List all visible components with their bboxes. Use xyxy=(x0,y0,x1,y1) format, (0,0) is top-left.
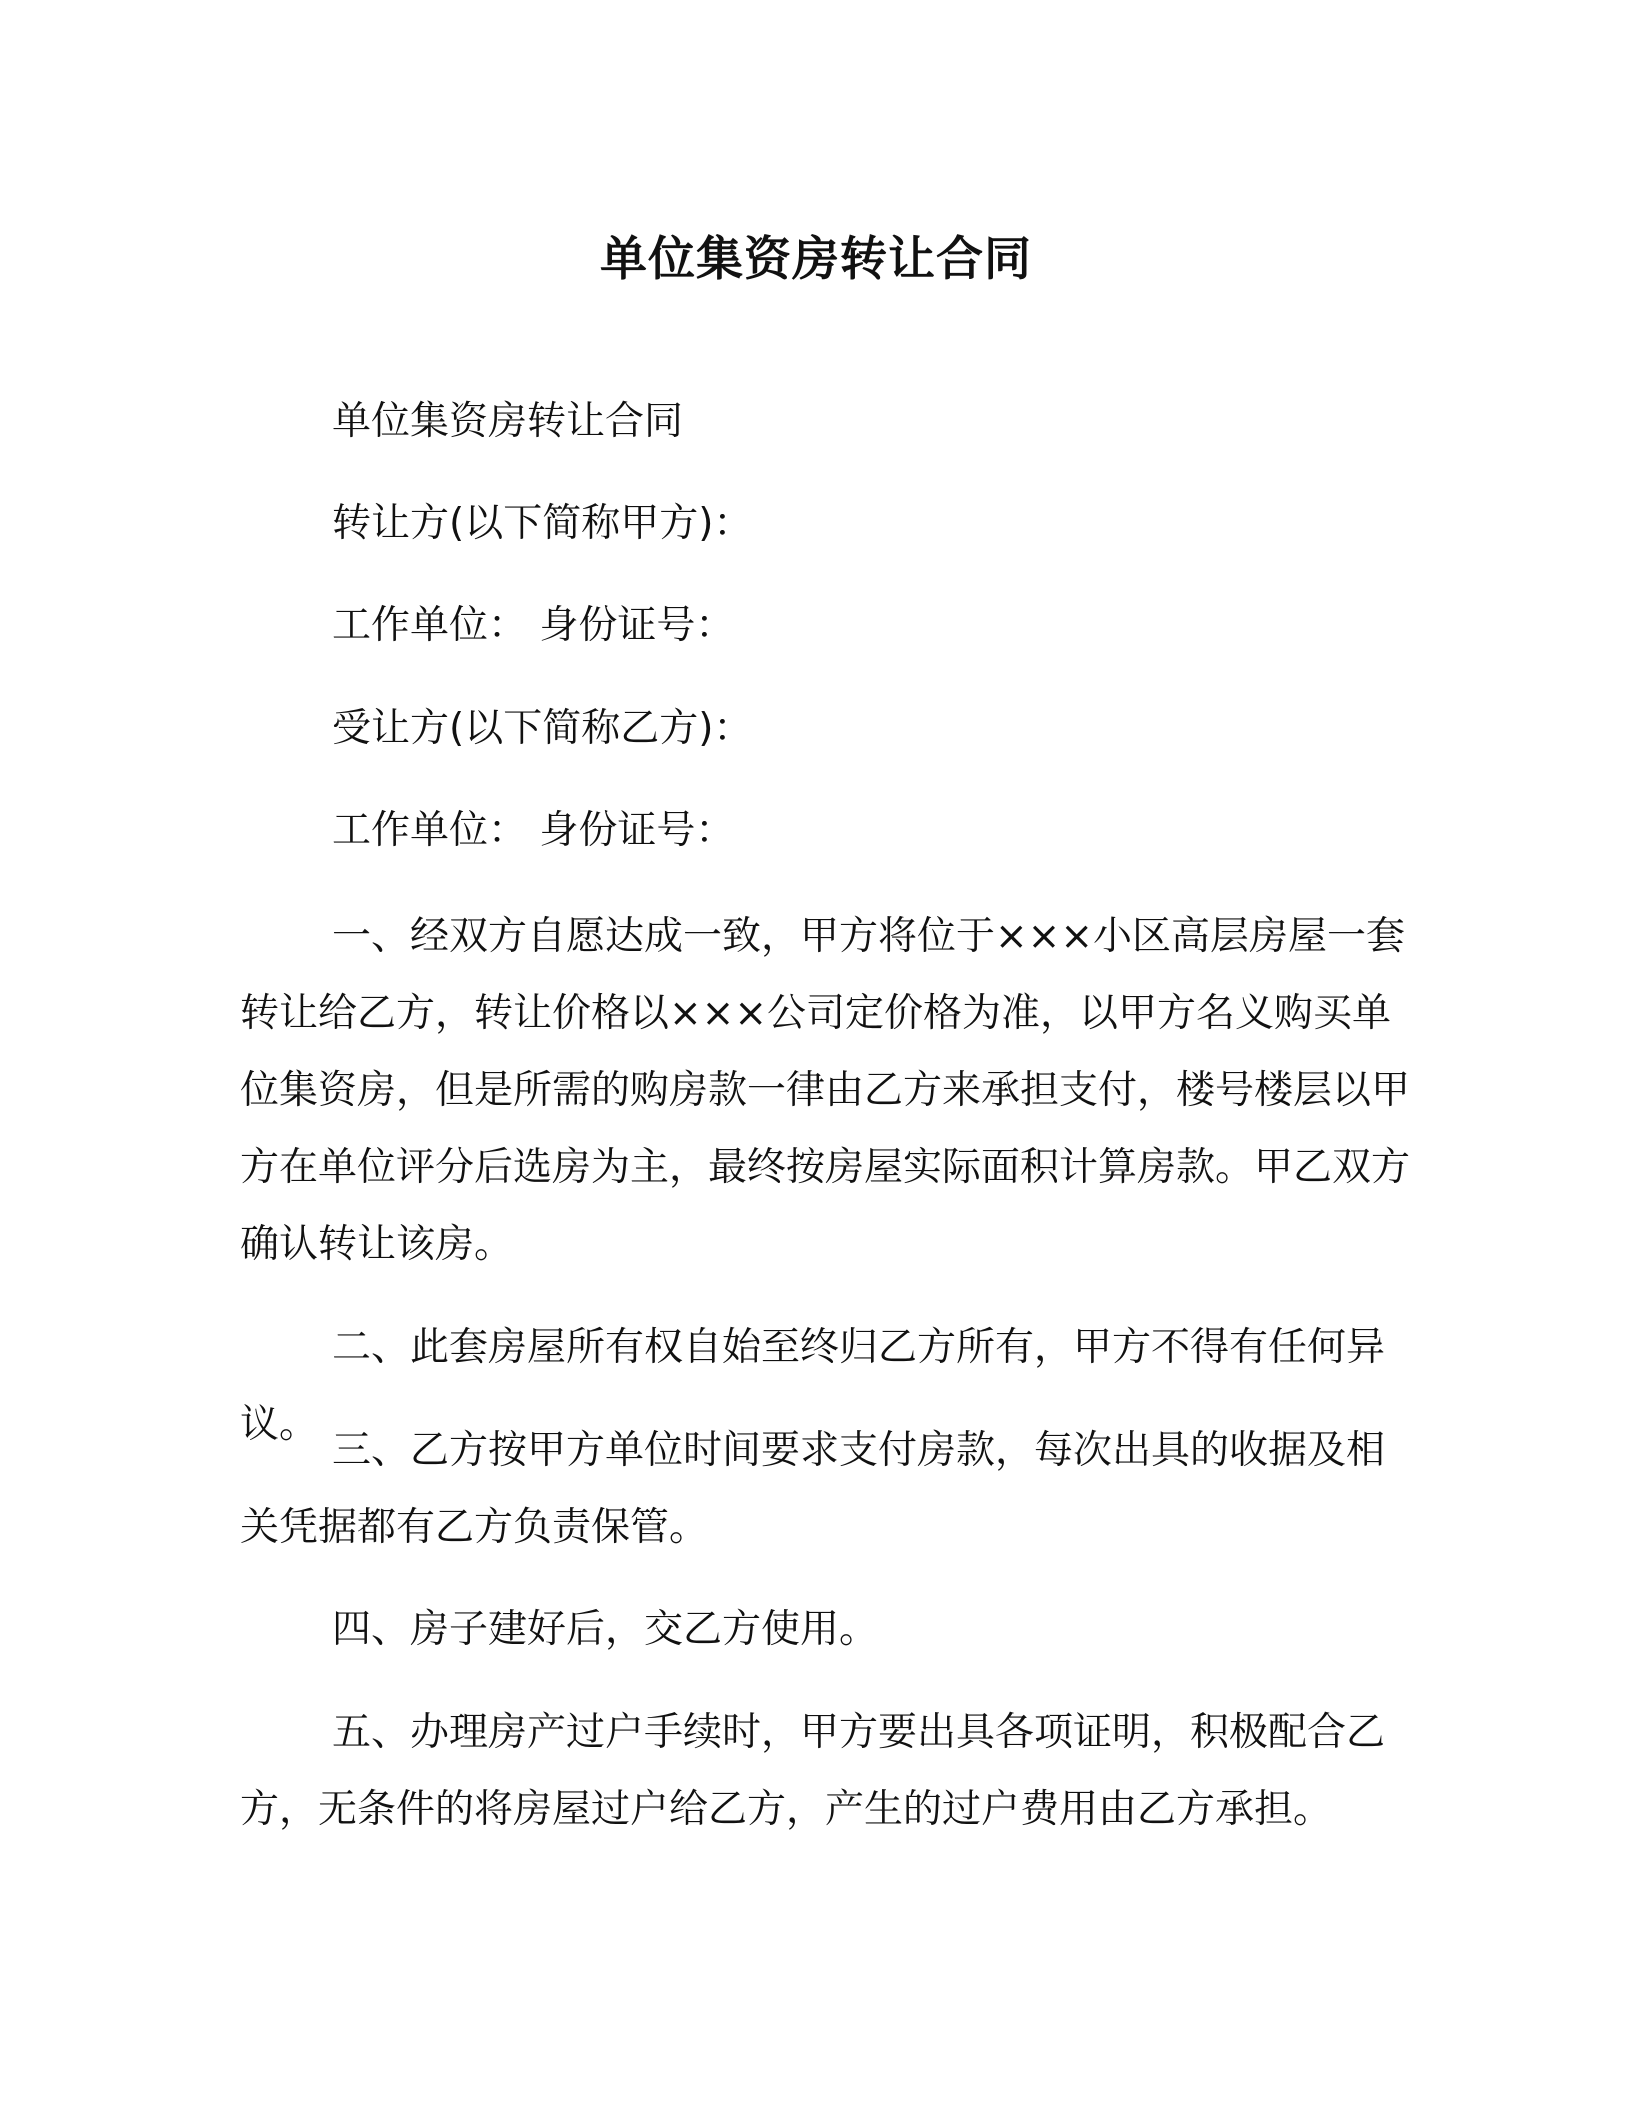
clause-1: 一、经双方自愿达成一致，甲方将位于×××小区高层房屋一套转让给乙方，转让价格以×××公司定价格为准，以甲方名义购买单位集资房，但是所需的购房款一律由乙方来承担支付，楼号楼层以甲方在单位评分后选房为主，最终按房屋实际面积计算房款。甲乙双方确认转让该房。 xyxy=(240,914,1411,1267)
party-a-info-line: 工作单位： 身份证号： xyxy=(332,603,735,648)
clause-2: 二、此套房屋所有权自始至终归乙方所有，甲方不得有任何异议。 xyxy=(240,1325,1386,1447)
party-b-info-line: 工作单位： 身份证号： xyxy=(332,808,735,853)
clause-4: 四、房子建好后，交乙方使用。 xyxy=(332,1607,879,1652)
party-b-line: 受让方(以下简称乙方)： xyxy=(332,706,753,751)
clause-5: 五、办理房产过户手续时，甲方要出具各项证明，积极配合乙方，无条件的将房屋过户给乙方，产生的过户费用由乙方承担。 xyxy=(240,1710,1386,1832)
clause-3: 三、乙方按甲方单位时间要求支付房款，每次出具的收据及相关凭据都有乙方负责保管。 xyxy=(240,1428,1386,1550)
document-title: 单位集资房转让合同 xyxy=(600,232,1032,287)
party-a-line: 转让方(以下简称甲方)： xyxy=(332,501,753,546)
document-subtitle: 单位集资房转让合同 xyxy=(332,399,684,444)
